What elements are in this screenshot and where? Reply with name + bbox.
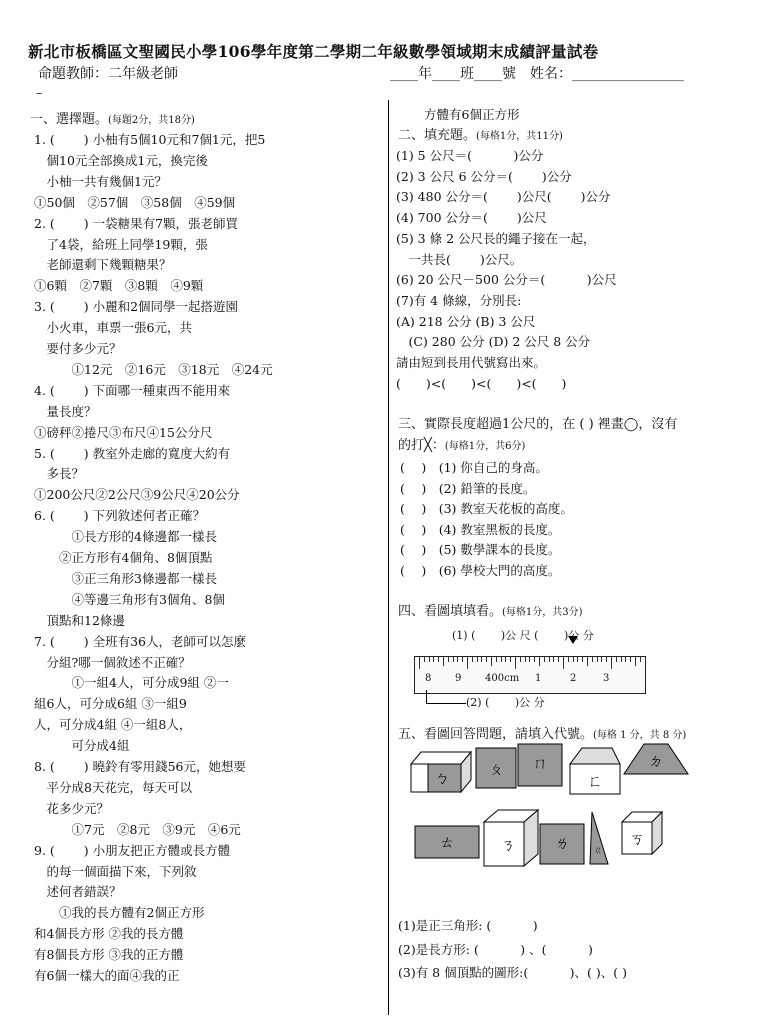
fill-in-line: (2) 3 公尺 6 公分＝( )公分: [396, 168, 572, 184]
shapes-row-2: [412, 806, 712, 876]
question-line: 個10元全部換成1元，換完後: [34, 152, 208, 168]
check-line: ( ) (2) 鉛筆的長度。: [400, 480, 536, 496]
question-line: 和4個長方形 ②我的長方體: [34, 926, 184, 942]
ruler-tick: [640, 657, 641, 662]
ruler-tick: [625, 657, 626, 662]
shape-label: ㄌ: [554, 834, 570, 852]
ruler-tick: [525, 657, 526, 662]
check-line: ( ) (1) 你自己的身高。: [400, 460, 548, 475]
question-line: ①長方形的4條邊都一樣長: [34, 529, 217, 545]
shape-rectangle-f: [415, 826, 479, 858]
question-line: 3. ( ) 小麗和2個同學一起搭遊園: [34, 299, 239, 315]
ruler-tick: [496, 657, 497, 662]
shape-question-line: (3)有 8 個頂點的圖形:( )、( )、( ): [398, 965, 627, 980]
section1-title: 一、選擇題。: [30, 112, 109, 127]
question-line: 花多少元？: [34, 800, 110, 816]
shape-label: ㄆ: [488, 760, 504, 778]
shape-cube-g: [484, 810, 538, 866]
ruler-tick: [520, 657, 521, 662]
section2-heading: [398, 128, 563, 145]
shape-label: ㄈ: [587, 772, 603, 790]
question-line: 多長？: [34, 466, 85, 482]
shape-rect-tall-h: [540, 824, 584, 864]
ruler-tick: [472, 657, 473, 662]
shape-label: ㄍ: [593, 846, 603, 857]
check-line: ( ) (4) 教室黑板的長度。: [400, 521, 561, 537]
question-line: 組6人，可分成6組 ③一組9: [34, 696, 187, 712]
ruler-number: 3: [603, 673, 610, 684]
question-line: ②正方形有4個角、8個頂點: [34, 550, 213, 565]
exam-title: 新北市板橋區文聖國民小學106學年度第二學期二年級數學領域期末成績評量試卷: [28, 42, 599, 61]
ruler-figure: [414, 656, 646, 694]
section5-note: (每格 1 分，共 8 分): [593, 730, 687, 741]
q9-continued: 方體有6個正方形: [424, 107, 520, 122]
shape-label: ㄎ: [629, 830, 645, 848]
ruler-tick: [568, 657, 569, 662]
shape-question-line: (2)是長方形: ( ) 、( ): [398, 941, 593, 957]
question-line: ①一組4人，可分成9組 ②一: [34, 675, 229, 691]
shape-question-line: (1)是正三角形: ( ): [398, 918, 538, 933]
ruler-tick: [553, 657, 554, 662]
ruler-tick: [491, 657, 492, 666]
question-line: ①磅秤②捲尺③布尺④15公分尺: [34, 424, 213, 440]
question-line: 老師還剩下幾顆糖果？: [34, 257, 172, 273]
question-line: 5. ( ) 教室外走廊的寬度大約有: [34, 445, 231, 461]
ruler-tick: [448, 657, 449, 662]
ruler-tick: [549, 657, 550, 662]
ruler-number: 2: [570, 673, 577, 684]
section1-heading: [30, 112, 195, 129]
fill-in-line: 請由短到長用代號寫出來。: [396, 355, 547, 370]
ruler-tick: [597, 657, 598, 662]
ruler-number: 9: [455, 673, 462, 684]
question-line: 要付多少元？: [34, 341, 122, 356]
section3-heading-2: [398, 438, 525, 455]
question-line: 量長度？: [34, 403, 97, 419]
shape-label: ㄊ: [439, 833, 455, 851]
ruler-tick: [462, 657, 463, 662]
question-line: 平分成8天花完，每天可以: [34, 779, 192, 795]
ruler-tick: [582, 657, 583, 662]
question-line: 了4袋，給班上同學19顆，張: [34, 236, 208, 252]
question-line: 述何者錯誤？: [34, 884, 122, 900]
section2-note: (每格1分，共11分): [476, 131, 563, 142]
ruler-tick: [635, 657, 636, 666]
question-line: 8. ( ) 曉鈴有零用錢56元，她想要: [34, 759, 247, 774]
ruler-tick: [467, 657, 468, 669]
check-line: ( ) (3) 教室天花板的高度。: [400, 501, 573, 517]
ruler-tick: [529, 657, 530, 662]
question-line: ①7元 ②8元 ③9元 ④6元: [34, 821, 241, 837]
question-line: 小火車，車票一張6元，共: [34, 320, 192, 336]
ruler-tick: [534, 657, 535, 662]
fill-in-line: (7)有 4 條線，分別長:: [396, 292, 522, 308]
ruler-tick: [592, 657, 593, 662]
question-line: ④等邊三角形有3個角、8個: [34, 591, 225, 607]
ruler-tick: [616, 657, 617, 662]
check-line: ( ) (6) 學校大門的高度。: [400, 563, 561, 578]
question-line: 小柚一共有幾個1元？: [34, 173, 167, 189]
stray-dash: –: [36, 86, 42, 100]
question-line: 2. ( ) 一袋糖果有7顆，張老師買: [34, 215, 239, 231]
question-line: 有8個長方形 ③我的正方體: [34, 947, 184, 963]
section3-note: (每格1分，共6分): [444, 441, 526, 452]
section4-heading: [398, 604, 583, 621]
ruler-tick: [501, 657, 502, 662]
check-line: ( ) (5) 數學課本的長度。: [400, 542, 561, 558]
question-line: 分組?哪一個敘述不正確？: [34, 654, 191, 670]
question-line: ①6顆 ②7顆 ③8顆 ④9顆: [34, 278, 204, 294]
ruler-tick: [477, 657, 478, 662]
shape-label: ㄋ: [500, 836, 516, 854]
fill-in-line: 一共長( )公尺。: [396, 251, 523, 267]
question-line: 9. ( ) 小朋友把正方體或長方體: [34, 842, 231, 858]
ruler-tick: [515, 657, 516, 669]
ruler-tick: [544, 657, 545, 662]
student-info: ____年____班____號 姓名：________________: [390, 66, 684, 82]
shape-cuboid-a: [411, 752, 471, 792]
fill-in-line: (5) 3 條 2 公尺長的繩子接在一起，: [396, 230, 596, 246]
ruler-tick: [443, 657, 444, 666]
question-line: ③正三角形3條邊都一樣長: [34, 570, 217, 586]
ruler-tick: [573, 657, 574, 662]
section2-title: 二、填充題。: [398, 128, 477, 143]
section4-title: 四、看圖填填看。: [398, 604, 503, 619]
ruler-number: 8: [425, 673, 432, 684]
ruler-tick: [539, 657, 540, 666]
section1-note: (每題2分，共18分): [108, 115, 195, 126]
ruler-tick: [424, 657, 425, 662]
question-line: ①200公尺②2公尺③9公尺④20公分: [34, 487, 240, 503]
question-line: ①我的長方體有2個正方形: [34, 905, 205, 921]
question-line: 頂點和12條邊: [34, 612, 125, 628]
shape-square-b: [476, 748, 516, 788]
question-line: 人，可分成4組 ④一組8人，: [34, 717, 192, 733]
fill-in-line: (6) 20 公尺－500 公分＝( )公尺: [396, 272, 617, 288]
shape-triangle-i: [590, 812, 608, 864]
fill-in-line: (A) 218 公分 (B) 3 公尺: [396, 313, 536, 329]
ruler-tick: [577, 657, 578, 662]
fill-in-line: (3) 480 公分＝( )公尺( )公分: [396, 189, 611, 205]
question-line: 的每一個面描下來，下列敘: [34, 863, 197, 879]
ruler-number: 400cm: [485, 673, 520, 684]
ruler-bracket-left: [426, 690, 427, 704]
ruler-tick: [558, 657, 559, 662]
question-line: 可分成4組: [34, 738, 130, 754]
ruler-label-2: (2) ( )公 分: [466, 696, 545, 709]
section3-title2: 的打╳：: [398, 438, 445, 453]
ruler-tick: [587, 657, 588, 666]
ruler-tick: [419, 657, 420, 669]
fill-in-line: ( )<( )<( )<( ): [396, 375, 567, 391]
ruler-tick: [630, 657, 631, 662]
ruler-tick: [510, 657, 511, 662]
ruler-tick: [486, 657, 487, 662]
shape-label: ㄉ: [648, 752, 664, 770]
ruler-tick: [453, 657, 454, 662]
question-line: 1. ( ) 小柚有5個10元和7個1元，把5: [34, 132, 266, 147]
question-line: ①12元 ②16元 ③18元 ④24元: [34, 361, 273, 377]
ruler-tick: [433, 657, 434, 662]
column-divider: [388, 100, 389, 1015]
ruler-number: 1: [535, 673, 542, 684]
ruler-tick: [611, 657, 612, 669]
section3-heading: 三、實際長度超過1公尺的，在 ( ) 裡畫◯，沒有: [398, 417, 678, 432]
ruler-label-1: (1) ( )公 尺 ( )公 分: [452, 629, 594, 642]
ruler-tick: [563, 657, 564, 669]
ruler-tick: [438, 657, 439, 662]
ruler-bracket-line: [426, 703, 466, 704]
question-line: 6. ( ) 下列敘述何者正確？: [34, 508, 206, 524]
shape-house-d: [570, 748, 620, 794]
section4-note: (每格1分，共3分): [502, 607, 583, 618]
ruler-tick: [429, 657, 430, 662]
question-line: 有6個一樣大的面④我的正: [34, 968, 180, 983]
teacher-line: 命題教師：二年級老師: [38, 66, 178, 82]
question-line: 7. ( ) 全班有36人，老師可以怎麼: [34, 633, 247, 649]
shape-label: ㄅ: [434, 769, 450, 787]
ruler-tick: [621, 657, 622, 662]
question-line: 4. ( ) 下面哪一種東西不能用來: [34, 382, 231, 398]
question-line: ①50個 ②57個 ③58個 ④59個: [34, 194, 236, 210]
shape-cube-j: [622, 812, 662, 854]
ruler-tick: [505, 657, 506, 662]
ruler-tick: [481, 657, 482, 662]
ruler-tick: [457, 657, 458, 662]
ruler-tick: [606, 657, 607, 662]
section5-title: 五、看圖回答問題，請填入代號。: [398, 727, 594, 742]
shape-label: ㄇ: [532, 754, 548, 772]
ruler-tick: [601, 657, 602, 662]
fill-in-line: (C) 280 公分 (D) 2 公尺 8 公分: [396, 334, 591, 350]
shape-rectangle-c: [518, 744, 562, 786]
ruler-pointer-icon: [568, 636, 578, 644]
fill-in-line: (1) 5 公尺＝( )公分: [396, 148, 544, 163]
shape-trapezoid-e: [624, 744, 688, 774]
fill-in-line: (4) 700 公分＝( )公尺: [396, 210, 547, 226]
